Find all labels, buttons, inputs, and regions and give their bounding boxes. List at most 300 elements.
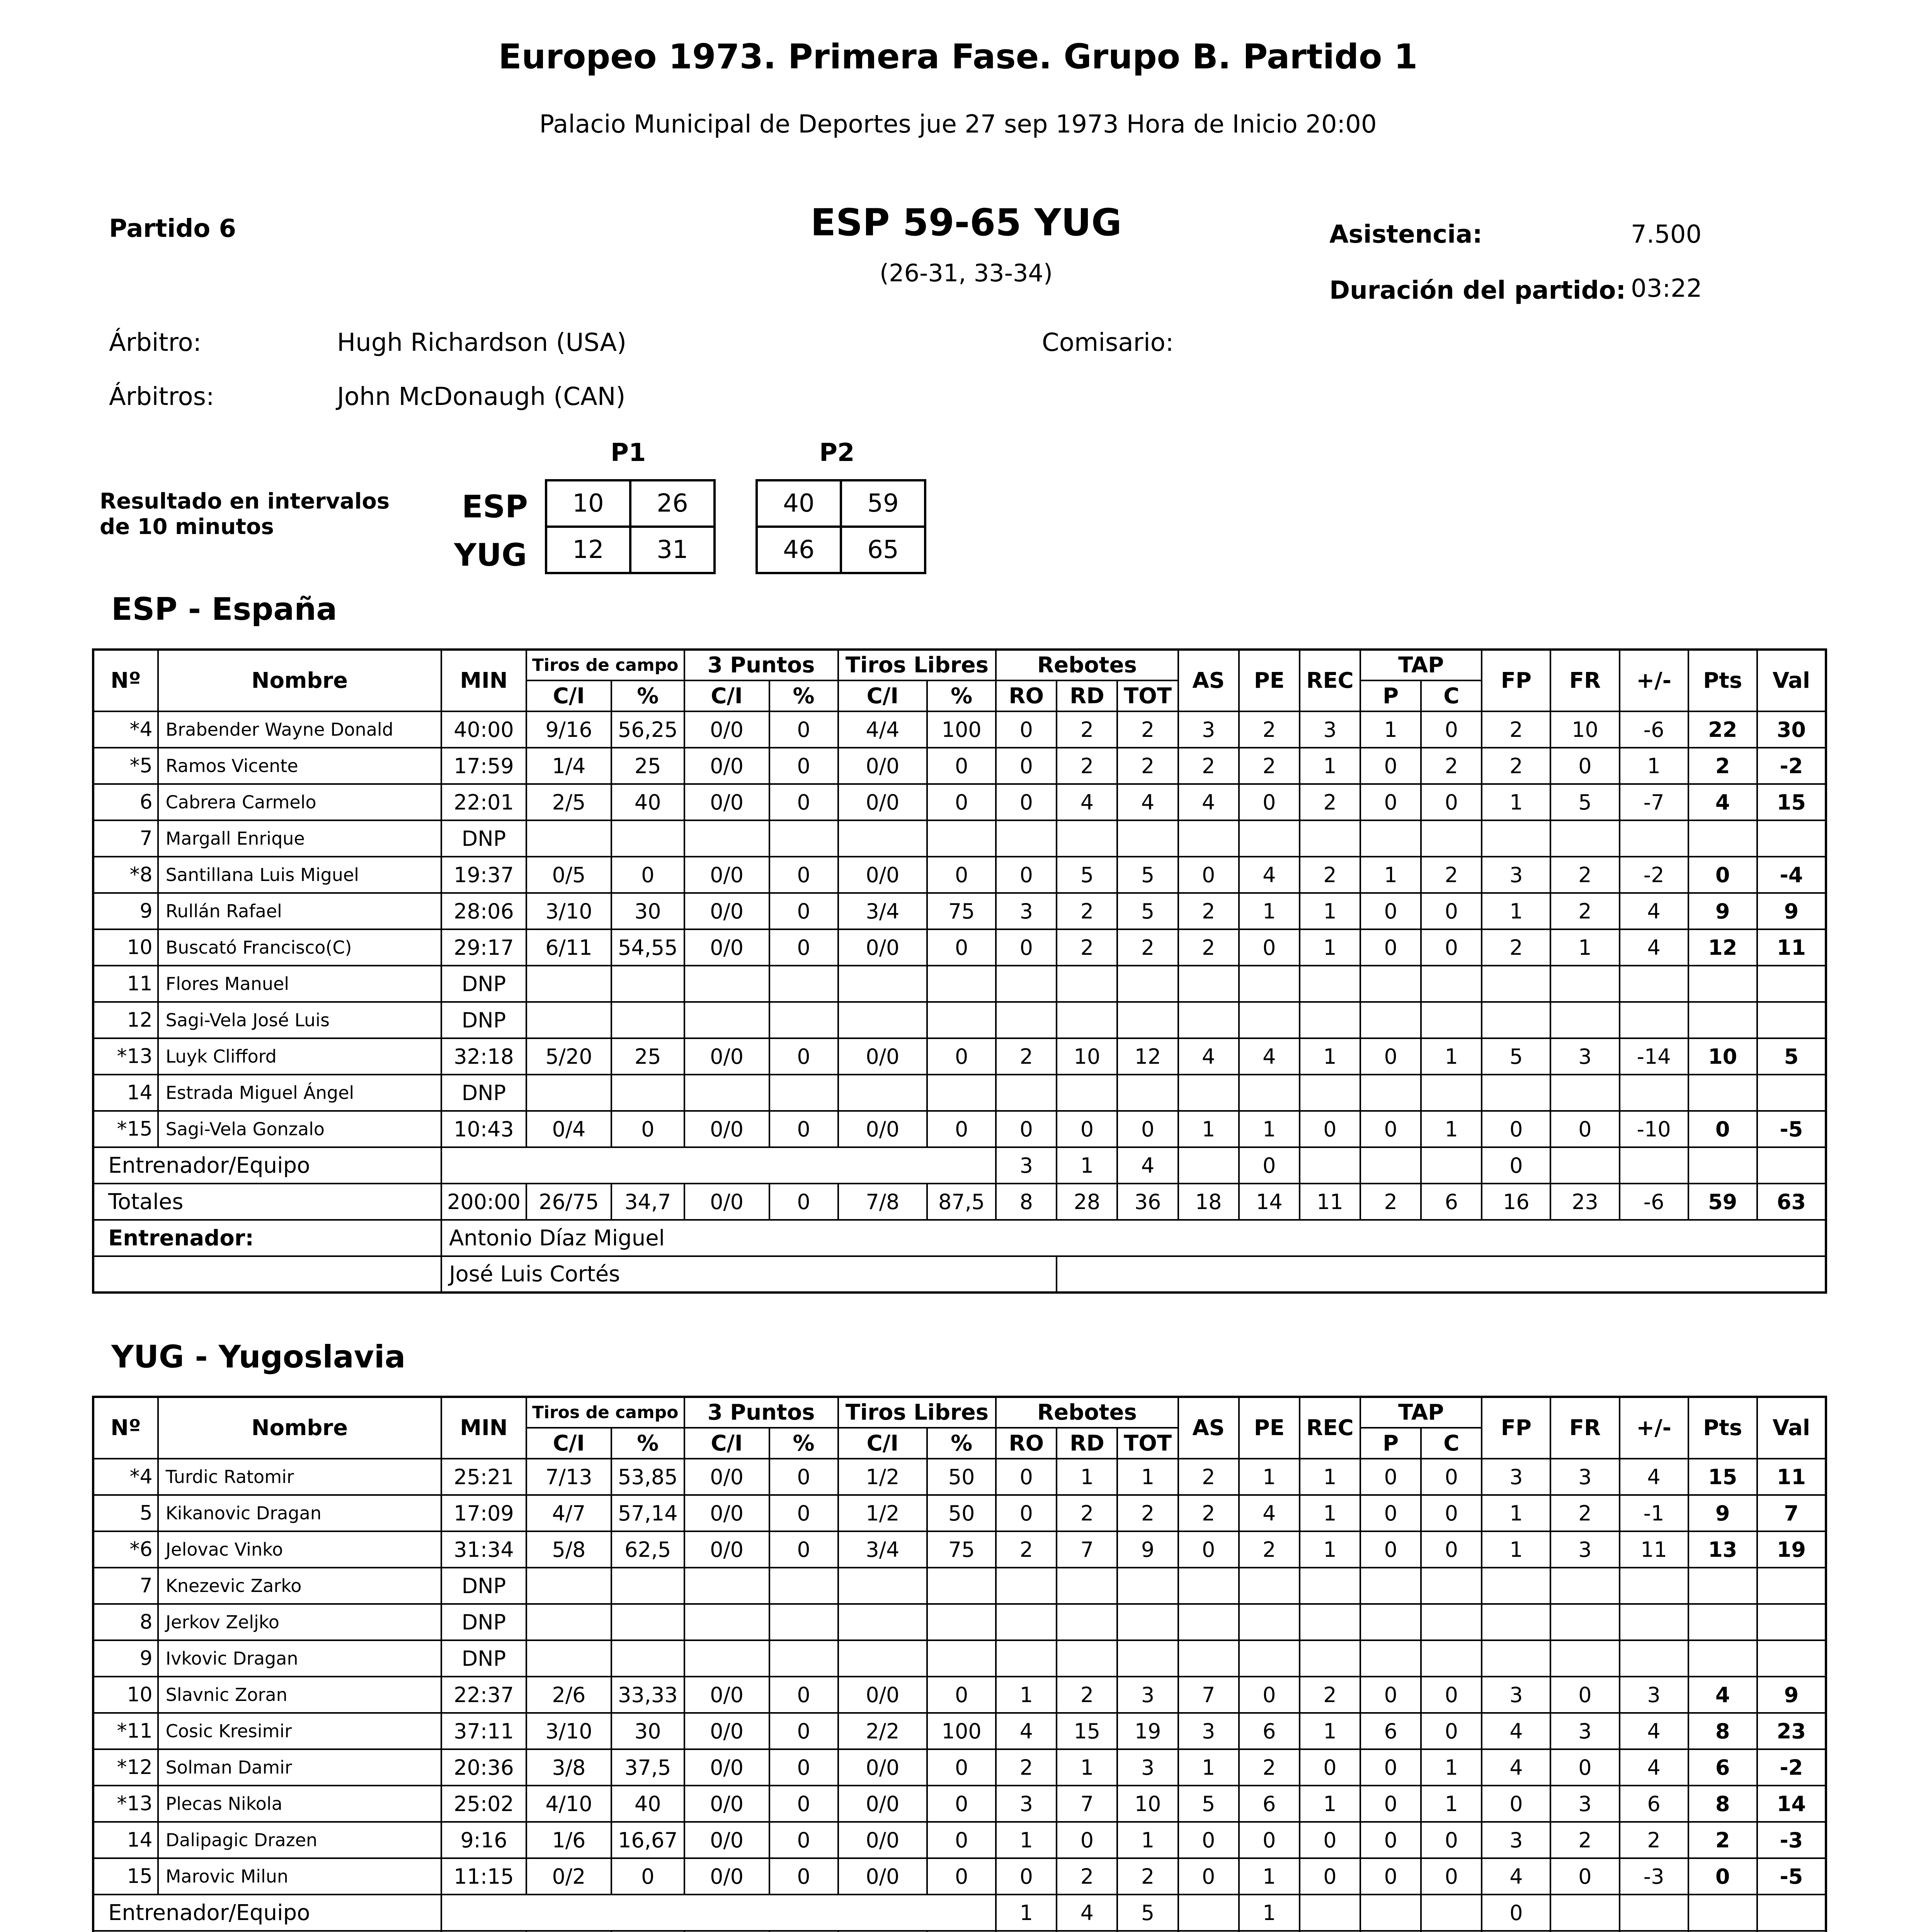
stat-cell: -10 — [1620, 1111, 1688, 1147]
stat-cell — [1057, 1075, 1117, 1111]
stat-cell: 4 — [996, 1713, 1057, 1749]
player-number: *11 — [93, 1713, 158, 1749]
stat-cell: 2 — [1057, 929, 1117, 966]
stat-cell — [1482, 1568, 1550, 1604]
player-row — [93, 820, 1826, 857]
stat-cell: 0 — [1178, 1858, 1239, 1895]
stat-cell: 2 — [1057, 1677, 1117, 1713]
player-row — [93, 857, 1826, 893]
player-name: Slavnic Zoran — [158, 1677, 441, 1713]
stat-cell: 0 — [927, 1786, 996, 1822]
stat-cell — [1178, 1568, 1239, 1604]
stat-cell — [1239, 1568, 1300, 1604]
col-header-rebounds: Rebotes — [996, 1397, 1178, 1428]
stat-cell: 4 — [1620, 893, 1688, 929]
interval-cell: 46 — [757, 527, 841, 573]
stat-cell — [1117, 966, 1178, 1002]
stat-cell: 0 — [996, 1495, 1057, 1531]
stat-cell: 0 — [927, 1749, 996, 1786]
player-number: 11 — [93, 966, 158, 1002]
stat-cell: 2 — [1178, 748, 1239, 784]
coach-label: Entrenador: — [93, 1220, 441, 1256]
stat-cell — [684, 1568, 769, 1604]
duration-label: Duración del partido: — [1329, 276, 1626, 305]
stat-cell — [1421, 1147, 1482, 1184]
stat-cell — [1178, 1895, 1239, 1931]
stat-cell: 25:02 — [441, 1786, 526, 1822]
stat-cell: DNP — [441, 966, 526, 1002]
stat-cell: 0 — [1360, 1786, 1421, 1822]
period-2-header: P2 — [819, 439, 855, 467]
interval-cell: 10 — [546, 480, 630, 527]
team-heading-esp: ESP - España — [111, 591, 337, 627]
totals-row — [93, 1184, 1826, 1220]
stat-cell: 5 — [1117, 893, 1178, 929]
stat-cell: 0 — [1300, 1749, 1360, 1786]
stat-cell — [526, 1604, 611, 1640]
stat-cell: 0/0 — [684, 1531, 769, 1568]
stat-cell — [684, 820, 769, 857]
stat-cell: 0 — [996, 748, 1057, 784]
stat-cell: 0 — [927, 1822, 996, 1858]
stat-cell: 9 — [1688, 1495, 1757, 1531]
stat-cell: 30 — [611, 893, 684, 929]
stat-cell: 62,5 — [611, 1531, 684, 1568]
player-row — [93, 1822, 1826, 1858]
stat-cell: 2 — [1300, 1677, 1360, 1713]
player-row — [93, 1786, 1826, 1822]
blank-cell — [441, 1895, 996, 1931]
total-cell: 63 — [1757, 1184, 1826, 1220]
stat-cell: 0 — [1360, 1677, 1421, 1713]
stat-cell: 0/0 — [684, 784, 769, 820]
player-row — [93, 1677, 1826, 1713]
player-number: *4 — [93, 1459, 158, 1495]
stat-cell: 3 — [1300, 711, 1360, 748]
stat-cell — [1300, 966, 1360, 1002]
stat-cell — [1688, 1568, 1757, 1604]
stat-cell: 1 — [1239, 893, 1300, 929]
stat-cell: 3/10 — [526, 893, 611, 929]
stat-cell: 0 — [1239, 1677, 1300, 1713]
interval-cell: 31 — [630, 527, 715, 573]
stat-cell: 0/0 — [838, 929, 927, 966]
stat-cell: 0/0 — [838, 1677, 927, 1713]
stat-cell: DNP — [441, 1604, 526, 1640]
stat-cell: 0/0 — [838, 748, 927, 784]
stat-cell — [927, 1640, 996, 1677]
stat-cell — [1360, 1604, 1421, 1640]
stat-cell: 2 — [1482, 929, 1550, 966]
stat-cell: 1 — [1239, 1895, 1300, 1931]
stat-cell: 9/16 — [526, 711, 611, 748]
player-name: Sagi-Vela José Luis — [158, 1002, 441, 1038]
stat-cell: 1 — [1550, 929, 1619, 966]
stat-cell: 0 — [1178, 1822, 1239, 1858]
stat-cell — [996, 1002, 1057, 1038]
match-number: Partido 6 — [109, 214, 237, 243]
stat-cell: 3 — [1482, 1459, 1550, 1495]
stat-cell — [684, 966, 769, 1002]
stat-cell: 1 — [996, 1895, 1057, 1931]
col-header-val: Val — [1757, 650, 1826, 711]
col-subheader-pct: % — [611, 680, 684, 711]
col-subheader-p: P — [1360, 680, 1421, 711]
stat-cell: 40 — [611, 784, 684, 820]
stat-cell: 0 — [769, 1786, 838, 1822]
player-name: Brabender Wayne Donald — [158, 711, 441, 748]
stat-cell: 1 — [1117, 1459, 1178, 1495]
stat-cell — [1360, 1147, 1421, 1184]
total-cell: 18 — [1178, 1184, 1239, 1220]
player-number: *15 — [93, 1111, 158, 1147]
col-header-fr: FR — [1550, 650, 1619, 711]
stat-cell: 0/0 — [684, 929, 769, 966]
stat-cell: 0 — [1300, 1822, 1360, 1858]
player-name: Jerkov Zeljko — [158, 1604, 441, 1640]
stat-cell — [611, 1604, 684, 1640]
stat-cell: 0 — [769, 1822, 838, 1858]
col-header-no: Nº — [93, 1397, 158, 1459]
stat-cell: 5 — [1550, 784, 1619, 820]
stat-cell: 1 — [1360, 857, 1421, 893]
stat-cell — [1620, 1075, 1688, 1111]
stat-cell: 16,67 — [611, 1822, 684, 1858]
stat-cell: 2 — [1239, 1749, 1300, 1786]
stat-cell — [1178, 820, 1239, 857]
stat-cell: 0 — [1550, 1749, 1619, 1786]
stat-cell: 1/2 — [838, 1459, 927, 1495]
total-cell: 34,7 — [611, 1184, 684, 1220]
stat-cell: 2 — [1057, 1495, 1117, 1531]
stat-cell — [526, 1640, 611, 1677]
stat-cell: 20:36 — [441, 1749, 526, 1786]
stat-cell: 1 — [1482, 1495, 1550, 1531]
stat-cell: 1 — [1300, 893, 1360, 929]
box-score-esp — [92, 648, 1827, 1294]
stat-cell: 19 — [1117, 1713, 1178, 1749]
col-subheader-pct: % — [769, 1428, 838, 1459]
stat-cell: 1 — [996, 1822, 1057, 1858]
col-header-pe: PE — [1239, 650, 1300, 711]
stat-cell: 0/2 — [526, 1858, 611, 1895]
stat-cell: 50 — [927, 1495, 996, 1531]
stat-cell: 4 — [1688, 784, 1757, 820]
stat-cell: 0 — [769, 1111, 838, 1147]
player-name: Ramos Vicente — [158, 748, 441, 784]
col-subheader-rd: RD — [1057, 1428, 1117, 1459]
stat-cell: 0 — [1239, 929, 1300, 966]
stat-cell: 0/0 — [838, 857, 927, 893]
stat-cell: 3 — [996, 1147, 1057, 1184]
stat-cell: 22:01 — [441, 784, 526, 820]
player-number: 14 — [93, 1822, 158, 1858]
stat-cell: 17:59 — [441, 748, 526, 784]
stat-cell: 0 — [927, 1677, 996, 1713]
stat-cell: 4 — [1057, 784, 1117, 820]
stat-cell: 2 — [1178, 893, 1239, 929]
stat-cell — [611, 966, 684, 1002]
final-score: ESP 59-65 YUG — [810, 201, 1122, 244]
stat-cell: 0 — [996, 711, 1057, 748]
stat-cell — [526, 1002, 611, 1038]
stat-cell: 3 — [1550, 1459, 1619, 1495]
stat-cell — [1057, 966, 1117, 1002]
stat-cell — [1239, 1075, 1300, 1111]
stat-cell: 8 — [1688, 1786, 1757, 1822]
total-cell: 200:00 — [441, 1184, 526, 1220]
stat-cell: 0 — [1550, 1858, 1619, 1895]
stat-cell — [1550, 1002, 1619, 1038]
player-number: 7 — [93, 1568, 158, 1604]
stat-cell: 5 — [1117, 1895, 1178, 1931]
player-number: *12 — [93, 1749, 158, 1786]
stat-cell — [769, 1075, 838, 1111]
stat-cell: 1 — [1482, 784, 1550, 820]
total-cell: 26/75 — [526, 1184, 611, 1220]
stat-cell: 3 — [996, 893, 1057, 929]
interval-cell: 26 — [630, 480, 715, 527]
col-header-tap: TAP — [1360, 1397, 1482, 1428]
player-row — [93, 966, 1826, 1002]
player-name: Solman Damir — [158, 1749, 441, 1786]
player-row — [93, 1495, 1826, 1531]
player-name: Luyk Clifford — [158, 1038, 441, 1075]
stat-cell: 1 — [1117, 1822, 1178, 1858]
stat-cell: 1 — [1300, 1531, 1360, 1568]
stat-cell — [1117, 1075, 1178, 1111]
intervals-p1-table — [545, 479, 716, 574]
stat-cell — [1421, 1895, 1482, 1931]
stat-cell: 1 — [1239, 1459, 1300, 1495]
stat-cell — [1688, 1604, 1757, 1640]
total-cell: 7/8 — [838, 1184, 927, 1220]
stat-cell: 0/0 — [684, 1111, 769, 1147]
stat-cell: 2/5 — [526, 784, 611, 820]
duration-value: 03:22 — [1631, 274, 1702, 303]
stat-cell: 0 — [996, 1111, 1057, 1147]
player-number: *8 — [93, 857, 158, 893]
stat-cell — [1620, 1604, 1688, 1640]
stat-cell: 1 — [1057, 1147, 1117, 1184]
stat-cell: 2 — [1550, 893, 1619, 929]
stat-cell: 10 — [1550, 711, 1619, 748]
coach-row — [93, 1220, 1826, 1256]
stat-cell — [1300, 1895, 1360, 1931]
stat-cell: 0 — [996, 1858, 1057, 1895]
stat-cell: 0 — [1300, 1858, 1360, 1895]
stat-cell — [1757, 1895, 1826, 1931]
stat-cell — [1688, 1147, 1757, 1184]
player-name: Margall Enrique — [158, 820, 441, 857]
stat-cell — [996, 1075, 1057, 1111]
interval-cell: 65 — [841, 527, 925, 573]
total-cell: 6 — [1421, 1184, 1482, 1220]
col-header-3pt: 3 Puntos — [684, 650, 838, 680]
col-header-rebounds: Rebotes — [996, 650, 1178, 680]
team-row-label: Entrenador/Equipo — [93, 1147, 441, 1184]
stat-cell — [838, 1568, 927, 1604]
stat-cell — [1178, 966, 1239, 1002]
stat-cell: 0 — [1360, 1495, 1421, 1531]
player-row — [93, 1002, 1826, 1038]
player-number: 9 — [93, 1640, 158, 1677]
stat-cell: 4/10 — [526, 1786, 611, 1822]
stat-cell: 2 — [1117, 748, 1178, 784]
player-name: Marovic Milun — [158, 1858, 441, 1895]
stat-cell — [1360, 966, 1421, 1002]
stat-cell: 0 — [1360, 929, 1421, 966]
stat-cell: 0 — [1421, 711, 1482, 748]
stat-cell: 2 — [1688, 748, 1757, 784]
stat-cell — [1421, 1640, 1482, 1677]
stat-cell: 0 — [1117, 1111, 1178, 1147]
stat-cell — [927, 1075, 996, 1111]
stat-cell: 1 — [1421, 1749, 1482, 1786]
stat-cell — [1300, 1147, 1360, 1184]
stat-cell: 2 — [1300, 857, 1360, 893]
stat-cell: 11 — [1757, 929, 1826, 966]
stat-cell: 0 — [1360, 748, 1421, 784]
stat-cell: 4 — [1620, 1713, 1688, 1749]
player-row — [93, 1640, 1826, 1677]
stat-cell: 0/0 — [684, 1495, 769, 1531]
total-cell: 14 — [1239, 1184, 1300, 1220]
stat-cell: 3 — [1178, 711, 1239, 748]
stat-cell: 0 — [769, 1677, 838, 1713]
stat-cell: 0 — [1421, 1713, 1482, 1749]
stat-cell — [1482, 1002, 1550, 1038]
stat-cell: 0/0 — [684, 1822, 769, 1858]
stat-cell — [611, 820, 684, 857]
stat-cell: 0 — [611, 1111, 684, 1147]
col-header-fg: Tiros de campo — [526, 650, 684, 680]
stat-cell: 0 — [1178, 857, 1239, 893]
stat-cell: 15 — [1057, 1713, 1117, 1749]
stat-cell: 0/0 — [684, 748, 769, 784]
stat-cell: 0 — [1421, 1858, 1482, 1895]
stat-cell — [1482, 966, 1550, 1002]
stat-cell: 0 — [1421, 1677, 1482, 1713]
col-header-plusminus: +/- — [1620, 1397, 1688, 1459]
player-name: Flores Manuel — [158, 966, 441, 1002]
stat-cell: 1 — [1360, 711, 1421, 748]
stat-cell: 2 — [1550, 1495, 1619, 1531]
stat-cell — [611, 1568, 684, 1604]
stat-cell — [1178, 1002, 1239, 1038]
stat-cell — [611, 1075, 684, 1111]
stat-cell — [684, 1604, 769, 1640]
stat-cell: 75 — [927, 893, 996, 929]
stat-cell: 0/0 — [684, 1786, 769, 1822]
stat-cell: 5 — [1757, 1038, 1826, 1075]
stat-cell: 4 — [1178, 784, 1239, 820]
stat-cell — [611, 1002, 684, 1038]
stat-cell: DNP — [441, 1002, 526, 1038]
col-subheader-ci: C/I — [526, 1428, 611, 1459]
stat-cell: 5 — [1482, 1038, 1550, 1075]
stat-cell — [1550, 1075, 1619, 1111]
stat-cell: 4 — [1482, 1749, 1550, 1786]
stat-cell: 2 — [1482, 748, 1550, 784]
stat-cell: 2 — [1239, 748, 1300, 784]
col-subheader-ci: C/I — [838, 1428, 927, 1459]
col-subheader-pct: % — [927, 1428, 996, 1459]
stat-cell — [1117, 1604, 1178, 1640]
stat-cell — [1550, 1568, 1619, 1604]
col-header-as: AS — [1178, 1397, 1239, 1459]
stat-cell — [1421, 1002, 1482, 1038]
stat-cell: 2/2 — [838, 1713, 927, 1749]
stat-cell — [1421, 1075, 1482, 1111]
stat-cell: 0 — [1550, 1677, 1619, 1713]
team-row — [93, 1147, 1826, 1184]
stat-cell — [1688, 966, 1757, 1002]
stat-cell — [1757, 1002, 1826, 1038]
team-row-label: Entrenador/Equipo — [93, 1895, 441, 1931]
referees-label: Árbitros: — [109, 383, 214, 411]
col-header-fr: FR — [1550, 1397, 1619, 1459]
stat-cell — [1482, 1604, 1550, 1640]
stat-cell: 0 — [927, 929, 996, 966]
stat-cell: -3 — [1620, 1858, 1688, 1895]
stat-cell: 0 — [1360, 1749, 1421, 1786]
col-header-rec: REC — [1300, 650, 1360, 711]
stat-cell: 0/0 — [684, 857, 769, 893]
col-subheader-ro: RO — [996, 1428, 1057, 1459]
stat-cell: 9 — [1757, 893, 1826, 929]
total-cell: 11 — [1300, 1184, 1360, 1220]
total-cell: 87,5 — [927, 1184, 996, 1220]
stat-cell: 29:17 — [441, 929, 526, 966]
stat-cell: 3 — [1550, 1038, 1619, 1075]
player-number: 7 — [93, 820, 158, 857]
player-row — [93, 1075, 1826, 1111]
stat-cell: 2 — [1482, 711, 1550, 748]
stat-cell — [1421, 1568, 1482, 1604]
stat-cell: 1/2 — [838, 1495, 927, 1531]
stat-cell: 3 — [1482, 1822, 1550, 1858]
stat-cell: 0/0 — [838, 1038, 927, 1075]
stat-cell: 37,5 — [611, 1749, 684, 1786]
stat-cell — [1117, 820, 1178, 857]
stat-cell: 1/4 — [526, 748, 611, 784]
stat-cell: 1 — [1178, 1111, 1239, 1147]
player-number: *13 — [93, 1786, 158, 1822]
stat-cell — [1300, 1002, 1360, 1038]
stat-cell: 12 — [1117, 1038, 1178, 1075]
stat-cell — [684, 1002, 769, 1038]
interval-cell: 12 — [546, 527, 630, 573]
stat-cell: 3 — [1550, 1786, 1619, 1822]
stat-cell: 0 — [1360, 1822, 1421, 1858]
stat-cell: 0 — [1360, 1111, 1421, 1147]
stat-cell: 11:15 — [441, 1858, 526, 1895]
stat-cell: 0 — [769, 1713, 838, 1749]
commissioner-label: Comisario: — [1042, 328, 1174, 357]
stat-cell: -3 — [1757, 1822, 1826, 1858]
stat-cell — [526, 1075, 611, 1111]
stat-cell: 50 — [927, 1459, 996, 1495]
stat-cell: 0 — [1360, 1531, 1421, 1568]
stat-cell: 7 — [1057, 1786, 1117, 1822]
stat-cell: 0/0 — [838, 1822, 927, 1858]
stat-cell: 6 — [1239, 1713, 1300, 1749]
stat-cell — [1117, 1002, 1178, 1038]
stat-cell — [1482, 820, 1550, 857]
stat-cell — [838, 1002, 927, 1038]
player-name: Estrada Miguel Ángel — [158, 1075, 441, 1111]
